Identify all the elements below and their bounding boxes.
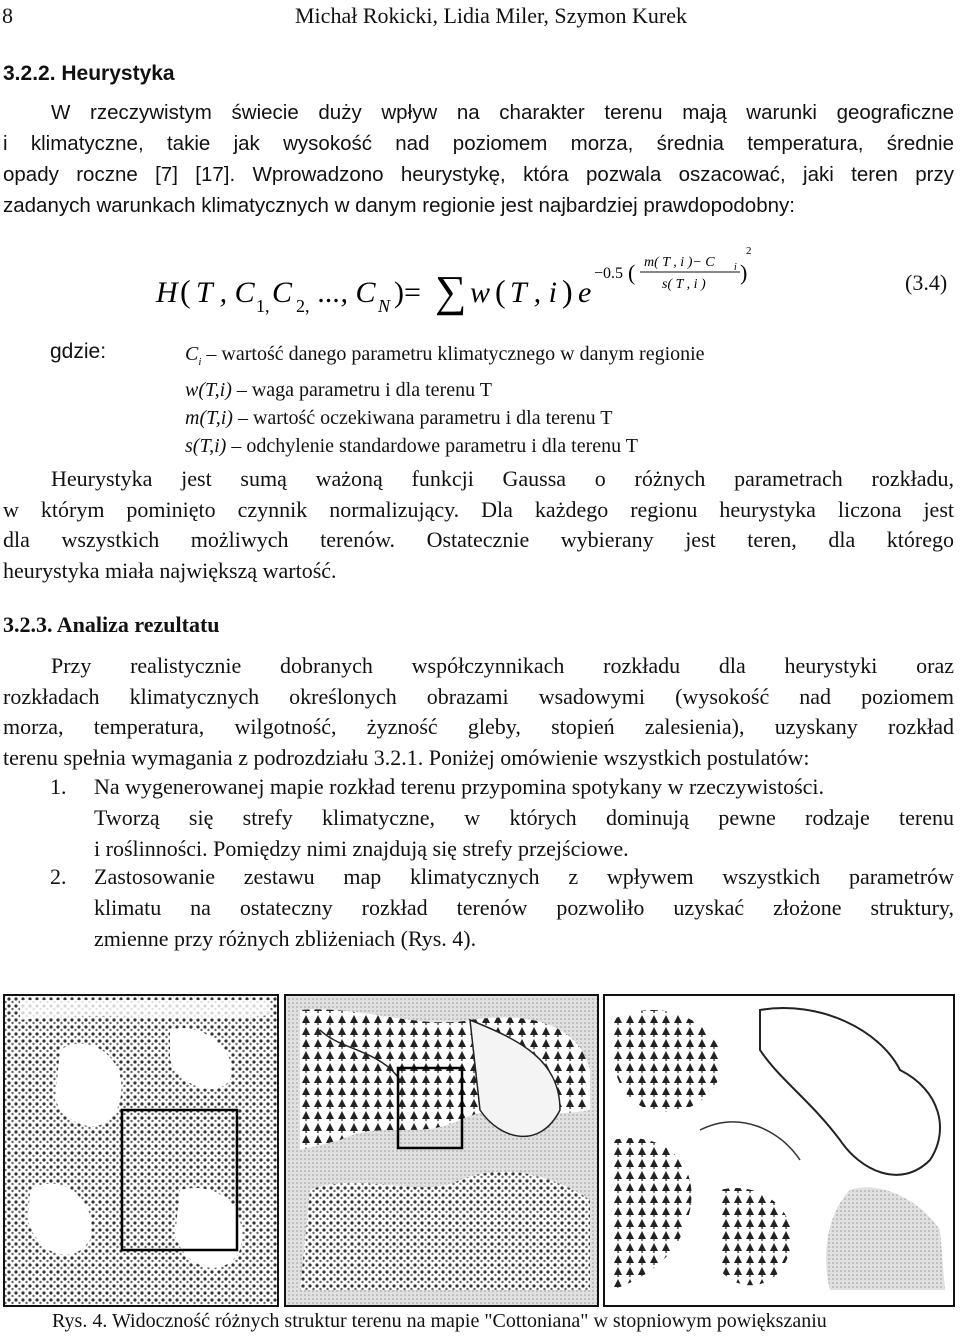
text-line: klimatu na ostateczny rozkład terenów pozwoliło uzyskać złożone struktury, [94,895,954,920]
def-text: – wartość oczekiwana parametru i dla terenu T [232,407,613,429]
def-text: – odchylenie standardowe parametru i dla terenu T [226,435,639,457]
formula-equals: )= [394,276,421,309]
section-title-heurystyka: 3.2.2. Heurystyka [3,62,175,85]
paragraph-heurystyka-intro [3,97,954,221]
equation-number: (3.4) [905,270,948,295]
formula-exp-paren-close: ) [740,260,748,285]
definition-ci [185,340,705,376]
running-header-authors: Michał Rokicki, Lidia Miler, Szymon Kurek [295,3,687,28]
list-number: 1. [50,774,67,799]
list-body [94,771,954,864]
text-line: heurystyka miała największą wartość. [3,557,337,583]
paragraph-analiza [3,651,954,773]
definition-s [185,432,705,460]
formula-lhs-args: T , C [196,276,255,309]
text-line: zadanych warunkach klimatycznych w danym regionie jest najbardziej prawdopodobny: [3,194,795,217]
text-line: w którym pominięto czynnik normalizujący. Dla każdego regionu heurystyka liczona jest [3,496,954,522]
text-line: opady roczne [7] [17]. Wprowadzono heurystykę, która pozwala oszacować, jaki teren przy [3,163,954,186]
text-line: Heurystyka jest sumą ważoną funkcji Gaussa o różnych parametrach rozkładu, [51,466,954,491]
map-panel-zoomed-in [604,995,954,1306]
formula-exp-denominator: s( T , i ) [662,277,706,292]
formula-sub-1: 1, [256,296,270,316]
text-line: Przy realistycznie dobranych współczynnikach rozkładu dla heurystyki oraz [51,653,954,678]
map-panel-zoomed-out [4,995,278,1306]
figure-panels [0,990,960,1310]
def-symbol: m(T,i) [185,407,233,429]
formula-sub-N: N [378,296,391,316]
section-title-analiza: 3.2.3. Analiza rezultatu [3,612,220,637]
text-line: morza, temperatura, wilgotność, żyzność gleby, stopień zalesienia), uzyskany rozkład [3,714,954,739]
text-line: i klimatyczne, takie jak wysokość nad poziomem morza, średnia temperatura, średnie [3,132,954,155]
formula-paren-open-2: ( [495,273,506,309]
text-line: rozkładach klimatycznych określonych obrazami wsadowymi (wysokość nad poziomem [3,683,954,709]
definition-w [185,376,705,404]
formula-e: e [578,276,592,309]
text-line: zmienne przy różnych zbliżeniach (Rys. 4). [94,926,477,951]
formula-exp-paren-open: ( [628,260,636,285]
definition-m [185,404,705,432]
formula-H: H [156,276,178,309]
text-line: Tworzą się strefy klimatyczne, w których dominują pewne rodzaje terenu [94,805,954,830]
formula-exp-power: 2 [746,245,752,257]
text-line: Zastosowanie zestawu map klimatycznych z wpływem wszystkich parametrów [94,864,954,889]
map-panel-medium-zoom [285,995,598,1306]
formula-paren-close-2: ) [562,273,573,309]
def-symbol: C [185,343,199,365]
list-number: 2. [50,864,67,889]
formula-c2: C [272,276,293,309]
list-body [94,861,954,954]
def-text: – wartość danego parametru klimatycznego w danym regionie [201,343,705,365]
formula-paren-open: ( [180,273,191,309]
def-symbol: s(T,i) [185,435,227,457]
figure-caption: Rys. 4. Widoczność różnych struktur terenu na mapie "Cottoniana" w stopniowym powiększaniu [52,1310,827,1332]
figure-rys-4 [0,990,960,1310]
text-line: dla wszystkich możliwych terenów. Ostatecznie wybierany jest teren, dla którego [3,527,954,552]
text-line: W rzeczywistym świecie duży wpływ na charakter terenu mają warunki geograficzne [51,101,954,124]
def-symbol-sub: i [198,356,202,368]
formula-dots: ..., C [318,276,376,309]
formula-graphic [150,238,770,328]
formula-w: w [470,276,491,309]
paragraph-heurystyka-sum [3,464,954,586]
formula-exp-coef: −0.5 [594,265,624,282]
list-item-1 [50,771,954,864]
formula-sigma: ∑ [435,267,467,316]
text-line: Na wygenerowanej mapie rozkład terenu przypomina spotykany w rzeczywistości. [94,774,825,799]
formula-sub-2: 2, [296,296,310,316]
page-number: 8 [2,3,13,28]
formula-w-args: T , i [510,276,557,309]
definitions-list [185,340,705,460]
text-line: terenu spełnia wymagania z podrozdziału 3.2.1. Poniżej omówienie wszystkich postulatów: [3,744,810,770]
def-symbol: w(T,i) [185,379,232,401]
formula-exp-num-sub: i [734,262,737,273]
def-text: – waga parametru i dla terenu T [231,379,492,401]
list-item-2 [50,861,954,954]
formula-3-4 [150,238,770,328]
where-label: gdzie: [50,340,107,363]
formula-exp-numerator: m( T , i )− C [644,255,715,270]
text-line: i roślinności. Pomiędzy nimi znajdują się strefy przejściowe. [94,836,629,861]
